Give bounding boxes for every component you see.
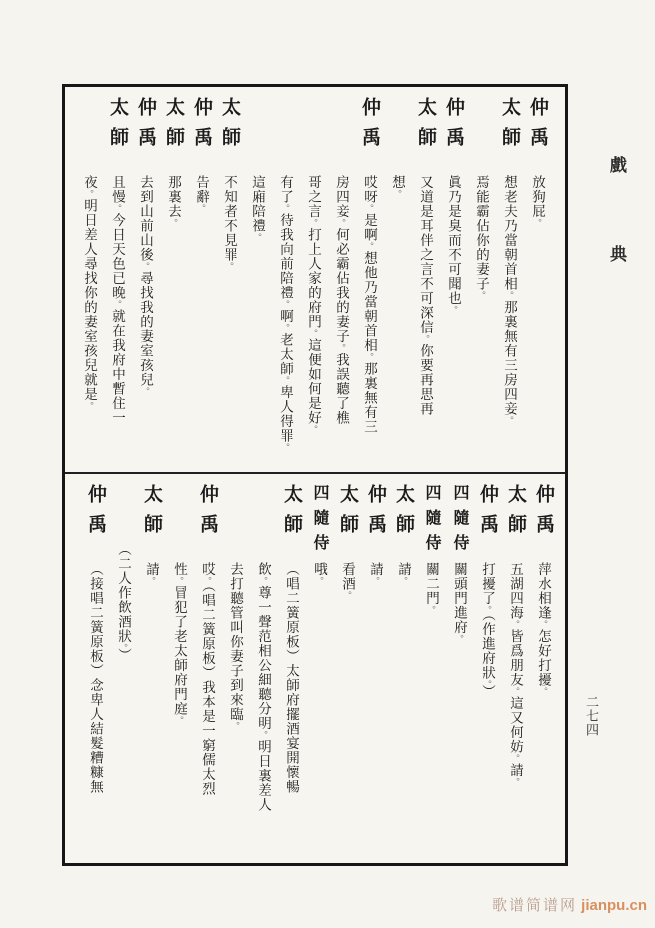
speaker-label: 太師 [219, 97, 240, 157]
dialogue-text: 那裏去。 [166, 175, 181, 228]
speaker-label: 太師 [107, 97, 128, 157]
dialogue-column [529, 484, 557, 861]
speaker-label: 仲禹 [197, 484, 218, 544]
dialogue-text: 放狗屁。 [530, 175, 545, 228]
dialogue-column [193, 484, 221, 861]
dialogue-column [249, 484, 277, 861]
dialogue-text: （唱二簧原板）太師府擺酒宴開懷暢 [284, 562, 299, 794]
dialogue-text: 萍水相逢。怎好打擾。 [536, 562, 551, 696]
dialogue-text: 哎呀。是啊。想他乃當朝首相。那裏無有三 [362, 175, 377, 434]
dialogue-column [271, 97, 299, 470]
dialogue-column [383, 97, 411, 470]
dialogue-text: 又道是耳伴之言不可深信。你要再思再 [418, 175, 433, 416]
speaker-label: 太師 [163, 97, 184, 157]
speaker-label: 仲禹 [359, 97, 380, 157]
stage-direction-text: （二人作飲酒狀。） [116, 542, 131, 663]
dialogue-text: 請。 [396, 562, 411, 586]
dialogue-column [277, 484, 305, 861]
dialogue-text: （接唱二簧原板）念卑人結髮糟糠無 [88, 562, 103, 794]
dialogue-text: 房四妾。何必霸佔我的妻子。我誤聽了樵 [334, 175, 349, 425]
dialogue-text: 眞乃是臭而不可聞也。 [446, 175, 461, 315]
section-bottom [65, 472, 565, 863]
dialogue-column [417, 484, 445, 861]
dialogue-text: 想老夫乃當朝首相。那裏無有三房四妾。 [502, 175, 517, 425]
watermark [492, 894, 647, 915]
dialogue-column [215, 97, 243, 470]
dialogue-column [495, 97, 523, 470]
speaker-label: 仲禹 [85, 484, 106, 544]
dialogue-column [75, 97, 103, 470]
dialogue-text: 關二門。 [424, 562, 439, 615]
dialogue-text: 有了。待我向前陪禮。啊。老太師。卑人得罪。 [278, 175, 293, 452]
dialogue-text: 打擾了。（作進府狀。） [480, 562, 495, 700]
dialogue-column [103, 97, 131, 470]
dialogue-text: 看酒。 [340, 562, 355, 600]
dialogue-text: 不知者不見罪。 [222, 175, 237, 271]
dialogue-text: 想。 [390, 175, 405, 199]
dialogue-column [137, 484, 165, 861]
dialogue-column [165, 484, 193, 861]
dialogue-column [361, 484, 389, 861]
speaker-label: 太師 [141, 484, 162, 544]
speaker-label: 仲禹 [443, 97, 464, 157]
dialogue-text: 哎。（唱二簧原板）我本是一窮儒太烈 [200, 562, 215, 797]
dialogue-column [243, 97, 271, 470]
speaker-label: 四隨侍 [423, 484, 440, 559]
dialogue-column [333, 484, 361, 861]
speaker-label: 仲禹 [527, 97, 548, 157]
dialogue-text: 哦。 [312, 562, 327, 586]
speaker-label: 太師 [393, 484, 414, 544]
watermark-site-name: 歌谱简谱网 [491, 897, 577, 914]
dialogue-text: 請。 [368, 562, 383, 586]
watermark-site-url: jianpu.cn [581, 897, 647, 914]
dialogue-column [473, 484, 501, 861]
dialogue-column [439, 97, 467, 470]
dialogue-column [221, 484, 249, 861]
dialogue-text: 請。 [144, 562, 159, 586]
dialogue-text: 五湖四海。皆爲朋友。這又何妨。請。 [508, 562, 523, 787]
dialogue-column [159, 97, 187, 470]
section-top [65, 87, 565, 472]
speaker-label: 太師 [281, 484, 302, 544]
speaker-label: 太師 [505, 484, 526, 544]
dialogue-text: 焉能霸佔你的妻子。 [474, 175, 489, 300]
dialogue-column [355, 97, 383, 470]
dialogue-column [501, 484, 529, 861]
margin-book-title: 戲典 [607, 156, 626, 334]
speaker-label: 仲禹 [135, 97, 156, 157]
speaker-label: 太師 [415, 97, 436, 157]
dialogue-text: 告辭。 [194, 175, 209, 213]
dialogue-text: 關頭門進府。 [452, 562, 467, 644]
dialogue-text: 哥之言。打上人家的府門。這便如何是好。 [306, 175, 321, 434]
page-number: 二七四 [584, 695, 599, 737]
speaker-label: 太師 [499, 97, 520, 157]
dialogue-column [411, 97, 439, 470]
dialogue-text: 這廂陪禮。 [250, 175, 265, 242]
dialogue-column [327, 97, 355, 470]
dialogue-column [187, 97, 215, 470]
dialogue-text: 去打聽管叫你妻子到來臨。 [228, 562, 243, 731]
speaker-label: 太師 [337, 484, 358, 544]
speaker-label: 四隨侍 [451, 484, 468, 559]
speaker-label: 仲禹 [477, 484, 498, 544]
dialogue-column [81, 484, 109, 861]
speaker-label: 仲禹 [533, 484, 554, 544]
speaker-label: 四隨侍 [311, 484, 328, 559]
dialogue-column [109, 484, 137, 861]
page-frame [62, 84, 568, 866]
dialogue-column [445, 484, 473, 861]
dialogue-column [523, 97, 551, 470]
speaker-label: 仲禹 [191, 97, 212, 157]
dialogue-text: 去到山前山後。尋找我的妻室孩兒。 [138, 175, 153, 396]
dialogue-column [305, 484, 333, 861]
dialogue-column [299, 97, 327, 470]
speaker-label: 仲禹 [365, 484, 386, 544]
dialogue-text: 性。冒犯了老太師府門庭。 [172, 562, 187, 725]
dialogue-text: 夜。明日差人尋找你的妻室孩兒就是。 [82, 175, 97, 411]
dialogue-text: 飲。尊一聲范相公細聽分明。明日裏差人 [256, 562, 271, 812]
dialogue-column [389, 484, 417, 861]
dialogue-column [131, 97, 159, 470]
dialogue-text: 且慢。今日天色已晚。就在我府中暫住一 [110, 175, 125, 425]
dialogue-column [467, 97, 495, 470]
